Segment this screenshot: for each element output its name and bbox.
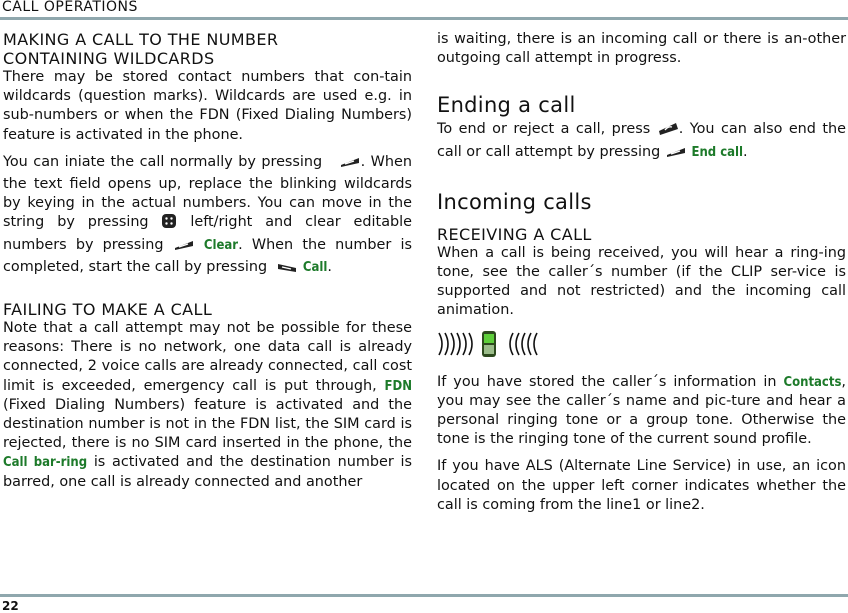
wildcards-paragraph: There may be stored contact numbers that con-tain wildcards (question marks). Wildcards are used e.g. in sub-numbers or when the FDN (Fixed Dialing Numbers) feature is activated in the phone. — [3, 69, 412, 143]
text-span: Note that a call attempt may not be possible for these reasons: There is no network, one data call is already connected, 2 voice calls are already connected, call cost limit is exceeded, emergency call is put through, — [3, 320, 412, 394]
keyword-call: Call — [302, 259, 328, 275]
text-span: To end or reject a call, press — [437, 121, 651, 138]
header-rule — [0, 17, 848, 20]
text-span: . When the text field opens up, replace the blinking wildcards by keying in the actual numbers. You can move in the string by pressing — [3, 153, 412, 231]
footer-rule — [0, 594, 848, 597]
text-span: , you may see the caller´s name and pic-ture and hear a personal ringing tone or a group tone. Otherwise the tone is the ringing tone of the current sound profile. — [437, 373, 846, 448]
softkey-icon — [665, 145, 687, 165]
softkey-icon — [173, 238, 195, 258]
end-key-icon — [657, 120, 679, 142]
section-title-receiving: RECEIVING A CALL — [437, 224, 592, 244]
text-span: You can iniate the call normally by pressing — [3, 153, 323, 170]
softkey-icon — [276, 260, 298, 280]
contacts-paragraph — [437, 373, 846, 450]
section-title-failing: FAILING TO MAKE A CALL — [3, 300, 213, 320]
text-span: (Fixed Dialing Numbers) feature is activated and the destination number is not in the FDN list, the SIM card is rejected, there is no SIM card inserted in the phone, the — [3, 396, 412, 452]
page-number: 22 — [2, 599, 19, 613]
header-title: CALL OPERATIONS — [2, 0, 138, 15]
failing-paragraph — [3, 319, 412, 492]
text-span: left/right and clear editable numbers by pressing — [3, 214, 412, 253]
keyword-clear: Clear — [203, 237, 239, 253]
keyword-fdn: FDN — [384, 378, 412, 394]
keyword-contacts: Contacts — [783, 374, 842, 390]
left-column — [3, 30, 412, 500]
text-span: . You can also end the call or call attempt by pressing — [437, 121, 846, 160]
text-span: If you have stored the caller´s information in — [437, 373, 777, 390]
incoming-call-animation-icon — [437, 329, 846, 359]
keyword-end-call: End call — [691, 144, 744, 160]
section-title-wildcards-2: CONTAINING WILDCARDS — [3, 49, 215, 68]
navigation-key-icon — [161, 213, 177, 235]
section-title-incoming: Incoming calls — [437, 189, 592, 214]
text-span: . When the number is completed, start the call by pressing — [3, 236, 412, 275]
section-title-wildcards-1: MAKING A CALL TO THE NUMBER — [3, 30, 279, 49]
section-title-ending: Ending a call — [437, 93, 576, 118]
ending-paragraph: To end or reject a call, press . You can also end the call or call attempt by pressing End call. — [437, 120, 846, 164]
right-column — [437, 30, 846, 523]
text-span: is activated and the destination number is barred, one call is already connected and another — [3, 454, 412, 490]
softkey-icon — [339, 155, 361, 175]
receiving-paragraph: When a call is being received, you will hear a ring-ing tone, see the caller´s number (if the CLIP ser-vice is supported and not restricted) and the incoming call animation. — [437, 244, 846, 319]
wildcards-instructions: You can iniate the call normally by pressing . When the text field opens up, replace the blinking wildcards by keying in the actual numbers. You can move in the string by pressing left/right and clear editable numbers by pressing Clear. When the number is completed, start the call by pressing Call. — [3, 153, 412, 280]
keyword-call-barring: Call bar-ring — [3, 455, 88, 471]
als-paragraph: If you have ALS (Alternate Line Service) in use, an icon located on the upper left corner indicates whether the call is coming from the line1 or line2. — [437, 458, 846, 513]
continued-paragraph: is waiting, there is an incoming call or there is an-other outgoing call attempt in progress. — [437, 31, 846, 67]
